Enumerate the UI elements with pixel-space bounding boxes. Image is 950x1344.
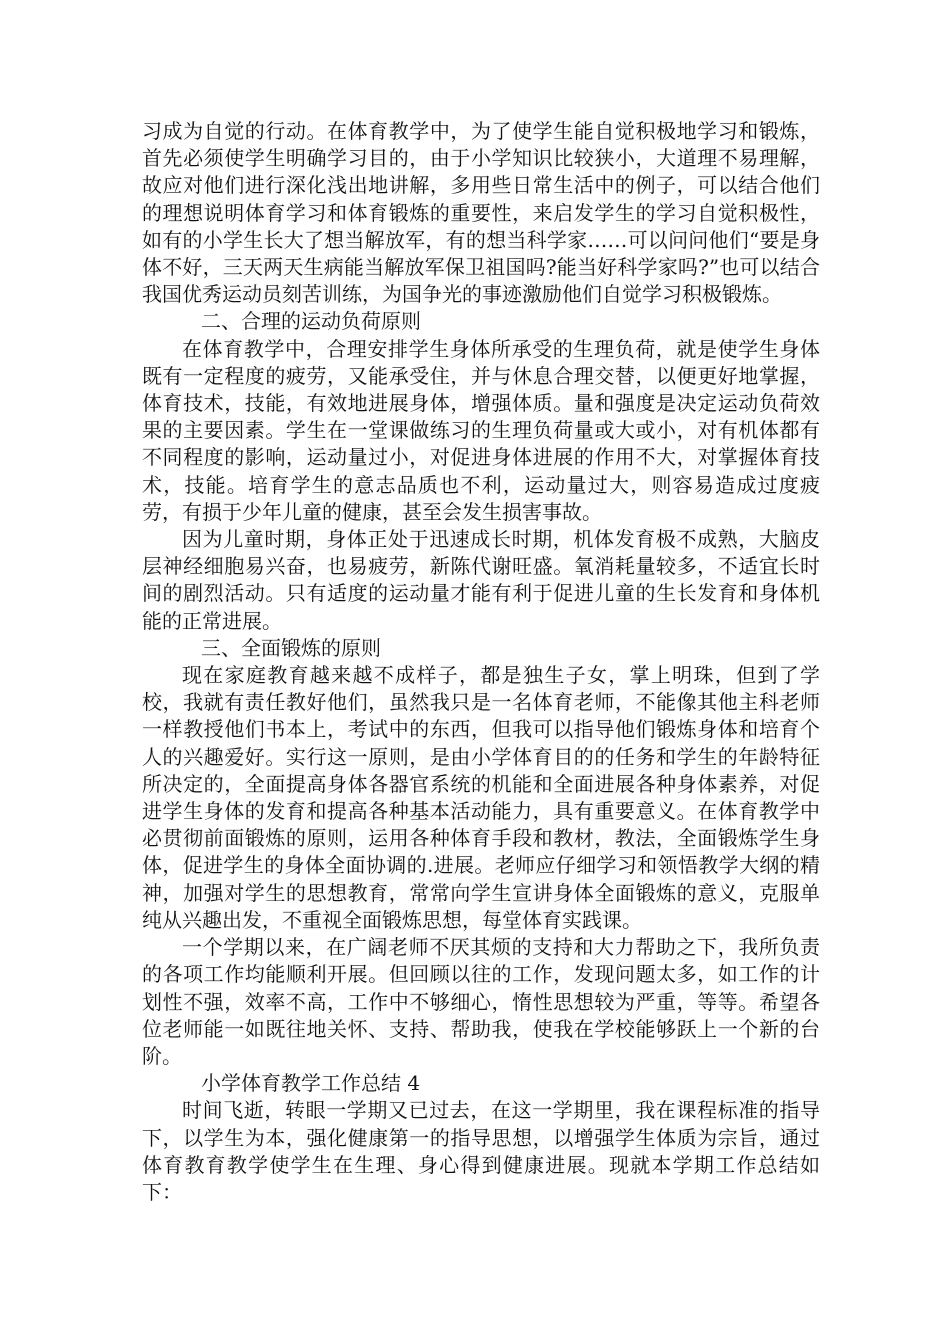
paragraph-semester-review: 一个学期以来，在广阔老师不厌其烦的支持和大力帮助之下，我所负责的各项工作均能顺利开展。但回顾以往的工作，发现问题太多，如工作的计划性不强，效率不高，工作中不够细心，惰性思想较为严重，等等。希望各位老师能一如既往地关怀、支持、帮助我，使我在学校能够跃上一个新的台阶。 xyxy=(142,935,820,1068)
document-body xyxy=(142,118,820,1206)
section-heading-load-principle: 二、合理的运动负荷原则 xyxy=(201,309,421,334)
section-heading-comprehensive-exercise: 三、全面锻炼的原则 xyxy=(201,635,381,660)
section-heading-summary-4: 小学体育教学工作总结 4 xyxy=(201,1071,421,1096)
paragraph-comprehensive-exercise: 现在家庭教育越来越不成样子，都是独生子女，掌上明珠，但到了学校，我就有责任教好他们，虽然我只是一名体育老师，不能像其他主科老师一样教授他们书本上，考试中的东西，但我可以指导他们锻炼身体和培育个人的兴趣爱好。实行这一原则，是由小学体育目的的任务和学生的年龄特征所决定的，全面提高身体各器官系统的机能和全面进展各种身体素养，对促进学生身体的发育和提高各种基本活动能力，具有重要意义。在体育教学中必贯彻前面锻炼的原则，运用各种体育手段和教材，教法，全面锻炼学生身体，促进学生的身体全面协调的.进展。老师应仔细学习和领悟教学大纲的精神，加强对学生的思想教育，常常向学生宣讲身体全面锻炼的意义，克服单纯从兴趣出发，不重视全面锻炼思想，每堂体育实践课。 xyxy=(142,663,820,932)
paragraph-childhood-development: 因为儿童时期，身体正处于迅速成长时期，机体发育极不成熟，大脑皮层神经细胞易兴奋，也易疲劳，新陈代谢旺盛。氧消耗量较多，不适宜长时间的剧烈活动。只有适度的运动量才能有利于促进儿童的生长发育和身体机能的正常进展。 xyxy=(142,527,820,633)
paragraph-intro-continuation: 习成为自觉的行动。在体育教学中，为了使学生能自觉积极地学习和锻炼，首先必须使学生明确学习目的，由于小学知识比较狭小，大道理不易理解，故应对他们进行深化浅出地讲解，多用些日常生活中的例子，可以结合他们的理想说明体育学习和体育锻炼的重要性，来启发学生的学习自觉积极性，如有的小学生长大了想当解放军，有的想当科学家……可以问问他们“要是身体不好，三天两天生病能当解放军保卫祖国吗?能当好科学家吗?”也可以结合我国优秀运动员刻苦训练，为国争光的事迹激励他们自觉学习积极锻炼。 xyxy=(142,119,820,307)
paragraph-load-principle: 在体育教学中，合理安排学生身体所承受的生理负荷，就是使学生身体既有一定程度的疲劳，又能承受住，并与休息合理交替，以便更好地掌握，体育技术，技能，有效地进展身体，增强体质。量和强度是决定运动负荷效果的主要因素。学生在一堂课做练习的生理负荷量或大或小，对有机体都有不同程度的影响，运动量过小，对促进身体进展的作用不大，对掌握体育技术，技能。培育学生的意志品质也不利，运动量过大，则容易造成过度疲劳，有损于少年儿童的健康，甚至会发生损害事故。 xyxy=(142,336,820,524)
paragraph-summary-4-intro: 时间飞逝，转眼一学期又已过去，在这一学期里，我在课程标准的指导下，以学生为本，强化健康第一的指导思想，以增强学生体质为宗旨，通过体育教育教学使学生在生理、身心得到健康进展。现就本学期工作总结如下： xyxy=(142,1098,820,1204)
